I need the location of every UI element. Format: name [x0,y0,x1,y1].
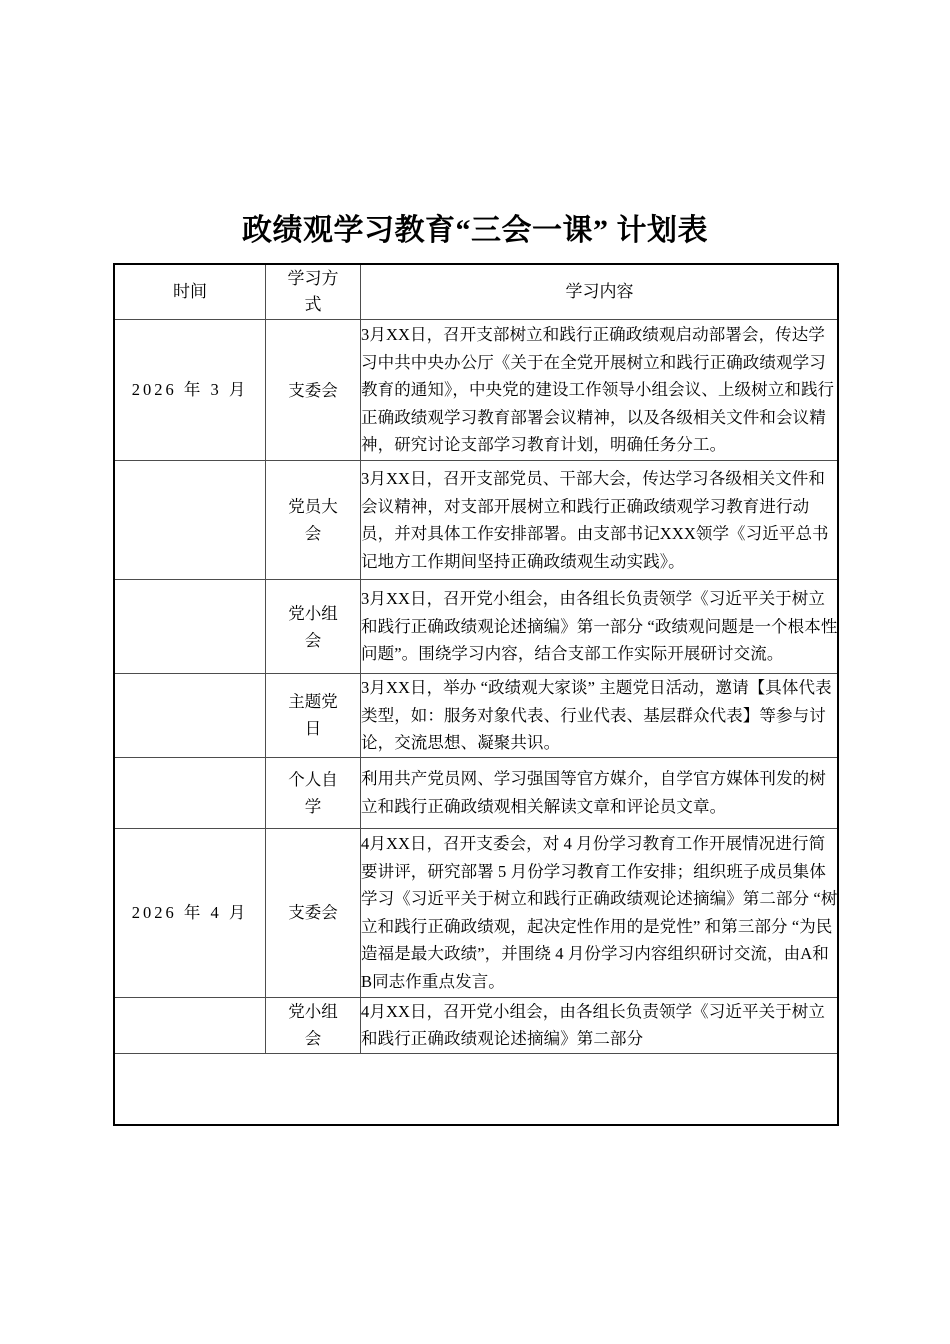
cell-method [266,580,361,674]
cell-content-text: 3月XX日，召开党小组会，由各组长负责领学《习近平关于树立和践行正确政绩观论述摘编》第一部分 “政绩观问题是一个根本性问题”。围绕学习内容，结合支部工作实际开展研讨交流。 [361,589,838,664]
cell-method-line1: 支委会 [288,903,338,922]
cell-content [361,757,839,828]
cell-content [361,320,839,461]
cell-time [115,580,266,674]
table-row [115,320,839,461]
table-row [115,828,839,997]
cell-method-line1: 主题党 [288,692,338,712]
cell-time [115,461,266,580]
cell-method-line1: 党小组 [288,603,338,623]
cell-content [361,997,839,1053]
cell-method-line1: 个人自 [288,769,338,789]
cell-time-value: 2026 年 4 月 [131,902,249,922]
cell-method-line1: 党员大 [288,497,338,516]
cell-time [115,674,266,758]
column-header-method [266,265,361,320]
cell-method [266,461,361,580]
table-row [115,674,839,758]
table-row [115,757,839,828]
table-row [115,997,839,1053]
cell-content-text: 4月XX日，召开党小组会，由各组长负责领学《习近平关于树立和践行正确政绩观论述摘编》第二部分 [361,1001,825,1048]
cell-method-line2: 日 [304,719,322,739]
cell-content [361,828,839,997]
cell-time [115,757,266,828]
cell-content [361,674,839,758]
page-title: 政绩观学习教育“三会一课” 计划表 [242,214,708,247]
cell-method [266,828,361,997]
column-header-method-line1: 学习方 [287,269,339,288]
cell-content [361,461,839,580]
cell-method-line1: 党小组 [288,1002,338,1021]
table-row [115,461,839,580]
table-header-row [115,265,839,320]
study-plan-table [114,264,839,1054]
cell-method-line2: 会 [304,630,322,650]
cell-content [361,580,839,674]
cell-method [266,320,361,461]
cell-content-text: 利用共产党员网、学习强国等官方媒介，自学官方媒体刊发的树立和践行正确政绩观相关解读文章和评论员文章。 [361,769,826,816]
table-row [115,580,839,674]
cell-method-line2: 会 [304,1029,322,1048]
column-header-method-line2: 式 [304,295,322,314]
cell-time [115,320,266,461]
cell-method-line2: 学 [304,796,322,816]
cell-time-value: 2026 年 3 月 [131,380,249,399]
cell-content-text: 3月XX日，召开支部树立和践行正确政绩观启动部署会，传达学习中共中央办公厅《关于在全党开展树立和践行正确政绩观学习教育的通知》，中央党的建设工作领导小组会议、上级树立和践行正确政绩观学习教育部署会议精神，以及各级相关文件和会议精神，研究讨论支部学习教育计划，明确任务分工。 [361,325,835,455]
cell-method-line2: 会 [304,524,322,543]
cell-method [266,674,361,758]
cell-time [115,997,266,1053]
cell-method-line1: 支委会 [288,380,338,400]
cell-method [266,757,361,828]
cell-content-text: 4月XX日，召开支委会，对 4 月份学习教育工作开展情况进行简要讲评，研究部署 5 月份学习教育工作安排；组织班子成员集体学习《习近平关于树立和践行正确政绩观论述摘编》第二部分 “树立和践行正确政绩观，起决定性作用的是党性” 和第三部分 “为民造福是最大政绩”，并围绕 4 月份学习内容组织研讨交流，由A和B同志作重点发言。 [361,834,838,991]
cell-content-text: 3月XX日，召开支部党员、干部大会，传达学习各级相关文件和会议精神，对支部开展树立和践行正确政绩观学习教育进行动员，并对具体工作安排部署。由支部书记XXX领学《习近平总书记地方工作期间坚持正确政绩观生动实践》。 [361,469,829,571]
cell-time [115,828,266,997]
column-header-time: 时间 [115,265,266,320]
column-header-content: 学习内容 [361,265,839,320]
cell-content-text: 3月XX日，举办 “政绩观大家谈” 主题党日活动，邀请【具体代表类型，如：服务对象代表、行业代表、基层群众代表】等参与讨论，交流思想、凝聚共识。 [361,678,832,752]
cell-method [266,997,361,1053]
